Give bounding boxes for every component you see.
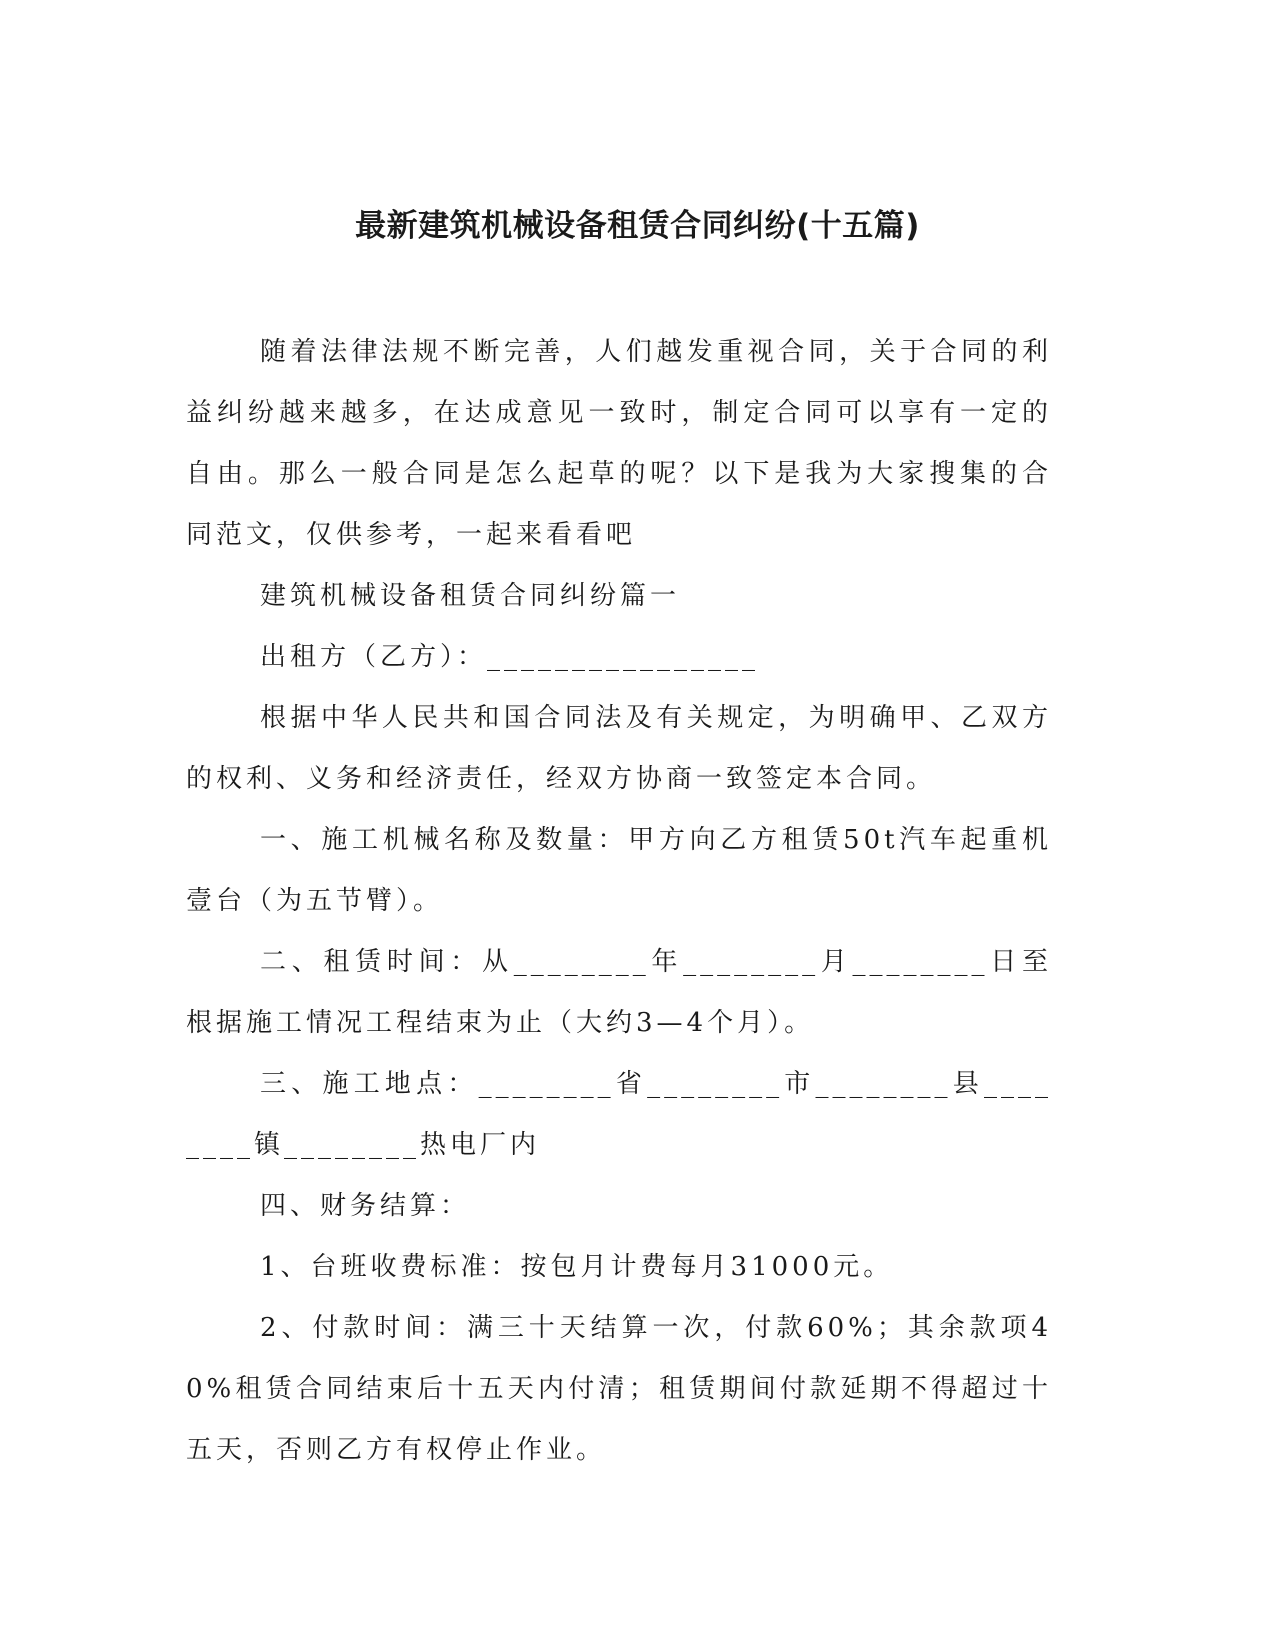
clause-location: 三、施工地点：________省________市________县________镇________热电厂内: [186, 1069, 1052, 1160]
preamble-paragraph: 根据中华人民共和国合同法及有关规定，为明确甲、乙双方的权利、义务和经济责任，经双方协商一致签定本合同。: [186, 703, 1052, 794]
clause-settlement: 四、财务结算：: [260, 1191, 471, 1221]
intro-paragraph: 随着法律法规不断完善，人们越发重视合同，关于合同的利益纠纷越来越多，在达成意见一致时，制定合同可以享有一定的自由。那么一般合同是怎么起草的呢？以下是我为大家搜集的合同范文，仅供参考，一起来看看吧: [186, 337, 1052, 550]
clause-payment-time: 2、付款时间：满三十天结算一次，付款60%；其余款项40%租赁合同结束后十五天内付清；租赁期间付款延期不得超过十五天，否则乙方有权停止作业。: [186, 1313, 1052, 1465]
document-title: 最新建筑机械设备租赁合同纠纷(十五篇): [355, 208, 920, 244]
clause-rental-period: 二、租赁时间：从________年________月________日至根据施工情况工程结束为止（大约3—4个月）。: [186, 947, 1052, 1038]
lessor-line: 出租方（乙方）：________________: [260, 642, 760, 672]
clause-fee-standard: 1、台班收费标准：按包月计费每月31000元。: [260, 1252, 894, 1282]
clause-machinery: 一、施工机械名称及数量：甲方向乙方租赁50t汽车起重机壹台（为五节臂）。: [186, 825, 1052, 916]
document-body: [186, 322, 1052, 1481]
section-heading: 建筑机械设备租赁合同纠纷篇一: [260, 581, 681, 611]
